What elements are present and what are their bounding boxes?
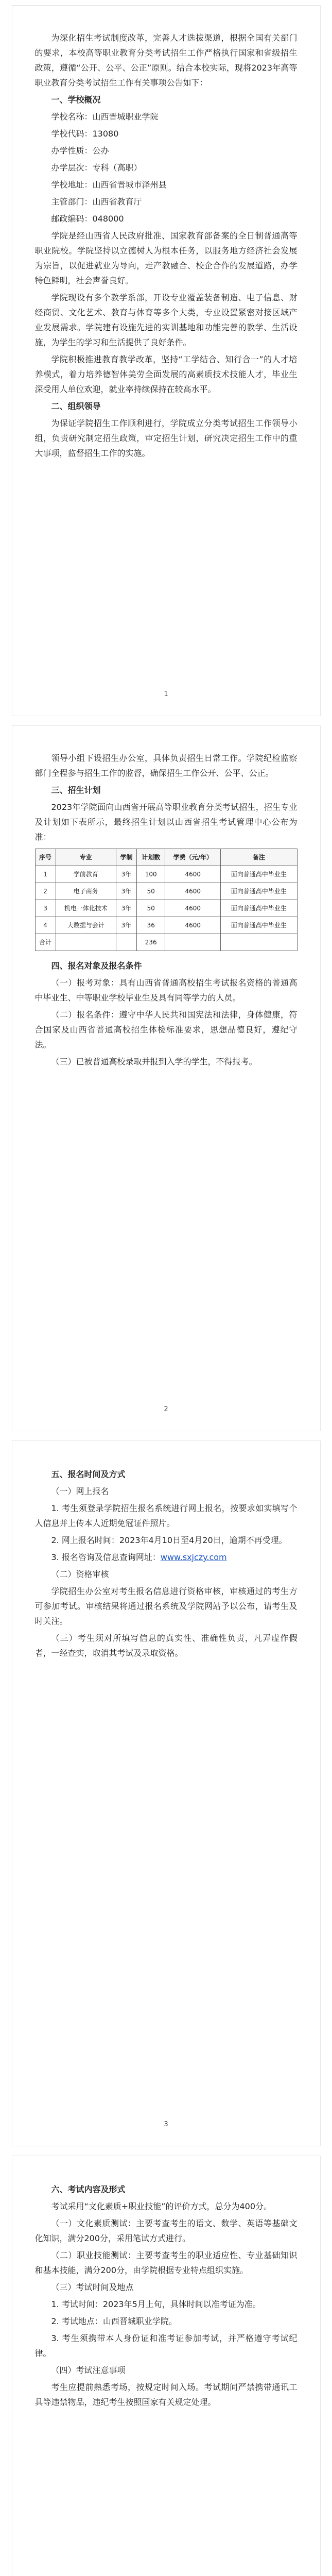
document-page-2	[12, 725, 321, 1431]
body-paragraph: （一）网上报名	[51, 1486, 109, 1496]
table-total-row	[35, 934, 297, 951]
body-paragraph: （三）考试时间及地点	[51, 2282, 134, 2292]
body-paragraph: （一）报考对象：具有山西省普通高校招生考试报名资格的普通高中毕业生、中等职业学校毕业生及具有同等学力的人员。	[34, 978, 298, 1003]
document-page-1	[12, 5, 321, 716]
body-paragraph: 学院现设有多个教学系部，开设专业覆盖装备制造、电子信息、财经商贸、文化艺术、教育与体育等多个大类，专业设置紧密对接区域产业发展需求。学院建有设施先进的实训基地和功能完善的教学、生活设施，为学生的学习和生活提供了良好条件。	[34, 293, 298, 347]
table-header-row	[35, 849, 297, 866]
website-link[interactable]: www.sxjczy.com	[160, 1552, 227, 1562]
table-cell: 236	[136, 934, 165, 951]
table-cell: 36	[136, 917, 165, 934]
table-cell: 4600	[165, 866, 221, 883]
table-cell	[116, 934, 136, 951]
document-page-4	[12, 2156, 321, 2576]
table-cell: 面向普通高中毕业生	[221, 883, 297, 900]
body-paragraph: 1. 考试时间：2023年5月上旬，具体时间以准考证为准。	[51, 2299, 261, 2309]
body-paragraph: （二）报名条件：遵守中华人民共和国宪法和法律，身体健康，符合国家及山西省普通高校招生体检标准要求，思想品德良好，遵纪守法。	[34, 1010, 298, 1049]
page-content	[12, 1441, 320, 1660]
table-cell: 大数据与会计	[56, 917, 116, 934]
document-page-3	[12, 1440, 321, 2146]
table-cell	[165, 934, 221, 951]
section-heading: 三、招生计划	[51, 785, 101, 795]
table-cell: 3年	[116, 883, 136, 900]
page-number: 2	[164, 1405, 168, 1413]
info-item: 学校名称：山西晋城职业学院	[51, 112, 159, 122]
info-item: 主管部门：山西省教育厅	[51, 197, 142, 207]
table-cell: 3年	[116, 917, 136, 934]
table-cell	[221, 934, 297, 951]
table-cell: 3	[35, 900, 56, 917]
page-number: 3	[164, 2121, 168, 2128]
body-paragraph: 考生应提前熟悉考场，按规定时间入场。考试期间严禁携带通讯工具等违禁物品，违纪考生按照国家有关规定处理。	[34, 2382, 298, 2407]
body-paragraph: 为保证学院招生工作顺利进行，学院成立分类考试招生工作领导小组，负责研究制定招生政策，审定招生计划，研究决定招生工作中的重大事项，监督招生工作的实施。	[34, 418, 298, 458]
column-header: 计划数	[136, 849, 165, 866]
column-header: 学费（元/年）	[165, 849, 221, 866]
section-heading: 一、学校概况	[51, 95, 101, 105]
body-paragraph: 2. 网上报名时间：2023年4月10日至4月20日，逾期不再受理。	[51, 1535, 287, 1545]
body-paragraph	[35, 1550, 298, 1565]
enrollment-plan-table	[35, 849, 298, 951]
section-heading: 四、报名对象及报名条件	[51, 961, 142, 971]
link-label: 3. 报名咨询及信息查询网址：	[51, 1552, 161, 1562]
body-paragraph: 3. 考生须携带本人身份证和准考证参加考试，并严格遵守考试纪律。	[34, 2333, 298, 2358]
body-paragraph: 学院招生办公室对考生报名信息进行资格审核，审核通过的考生方可参加考试。审核结果将通过报名系统及学院网站予以公布，请考生及时关注。	[34, 1586, 298, 1626]
table-row	[35, 883, 297, 900]
info-item: 学校地址：山西省晋城市泽州县	[51, 180, 167, 190]
table-cell: 4600	[165, 900, 221, 917]
page-content	[12, 726, 320, 1069]
table-cell: 面向普通高中毕业生	[221, 917, 297, 934]
table-cell	[56, 934, 116, 951]
table-cell: 学前教育	[56, 866, 116, 883]
table-cell: 4	[35, 917, 56, 934]
body-paragraph: （二）资格审核	[51, 1569, 109, 1579]
column-header: 序号	[35, 849, 56, 866]
page-content	[12, 6, 320, 461]
table-row	[35, 866, 297, 883]
info-item: 学校代码：13080	[51, 129, 119, 139]
table-cell: 50	[136, 883, 165, 900]
table-cell: 机电一体化技术	[56, 900, 116, 917]
page-number: 1	[164, 690, 168, 698]
body-paragraph: 1. 考生须登录学院招生报名系统进行网上报名，按要求如实填写个人信息并上传本人近期免冠证件照片。	[34, 1503, 298, 1528]
table-cell: 3年	[116, 866, 136, 883]
table-cell: 3年	[116, 900, 136, 917]
info-item: 办学层次：专科（高职）	[51, 163, 142, 173]
school-info-list	[35, 109, 298, 226]
table-row	[35, 900, 297, 917]
intro-paragraph: 为深化招生考试制度改革，完善人才选拔渠道，根据全国有关部门的要求，本校高等职业教育分类考试招生工作严格执行国家和省级招生政策，遵循“公开、公平、公正”原则。结合本校实际，现将2023年高等职业教育分类考试招生工作有关事项公告如下：	[34, 33, 298, 88]
table-cell: 1	[35, 866, 56, 883]
body-paragraph: 2023年学院面向山西省开展高等职业教育分类考试招生，招生专业及计划如下表所示，最终招生计划以山西省招生考试管理中心公布为准：	[34, 802, 298, 842]
body-paragraph: 学院是经山西省人民政府批准、国家教育部备案的全日制普通高等职业院校。学院坚持以立德树人为根本任务，以服务地方经济社会发展为宗旨，以促进就业为导向，走产教融合、校企合作的发展道路，办学特色鲜明，社会声誉良好。	[34, 231, 298, 285]
table-cell: 100	[136, 866, 165, 883]
body-paragraph: 考试采用“文化素质+职业技能”的评价方式，总分为400分。	[51, 2201, 272, 2211]
table-cell: 50	[136, 900, 165, 917]
table-cell: 电子商务	[56, 883, 116, 900]
info-item: 邮政编码：048000	[51, 214, 124, 224]
info-item: 办学性质：公办	[51, 146, 109, 156]
section-heading: 五、报名时间及方式	[51, 1469, 126, 1479]
table-cell: 4600	[165, 917, 221, 934]
body-paragraph: （三）已被普通高校录取并报到入学的学生，不得报考。	[51, 1057, 257, 1066]
section-heading: 六、考试内容及形式	[51, 2184, 126, 2194]
body-paragraph: 2. 考试地点：山西晋城职业学院。	[51, 2316, 177, 2326]
body-paragraph: （一）文化素质测试：主要考查考生的语文、数学、英语等基础文化知识，满分200分，采用笔试方式进行。	[34, 2218, 298, 2243]
body-paragraph: 领导小组下设招生办公室，具体负责招生日常工作。学院纪检监察部门全程参与招生工作的监督，确保招生工作公开、公平、公正。	[34, 753, 298, 778]
body-paragraph: （二）职业技能测试：主要考查考生的职业适应性、专业基础知识和基本技能，满分200分，由学院根据专业特点组织实施。	[34, 2250, 298, 2275]
table-cell: 面向普通高中毕业生	[221, 900, 297, 917]
column-header: 专业	[56, 849, 116, 866]
table-cell: 4600	[165, 883, 221, 900]
body-paragraph: 学院积极推进教育教学改革，坚持“工学结合、知行合一”的人才培养模式，着力培养德智体美劳全面发展的高素质技术技能人才，毕业生深受用人单位欢迎，就业率持续保持在较高水平。	[34, 354, 298, 394]
body-paragraph: （三）考生须对所填写信息的真实性、准确性负责，凡弄虚作假者，一经查实，取消其考试及录取资格。	[34, 1633, 298, 1658]
section-heading: 二、组织领导	[51, 401, 101, 411]
table-cell: 面向普通高中毕业生	[221, 866, 297, 883]
table-cell: 合计	[35, 934, 56, 951]
table-cell: 2	[35, 883, 56, 900]
table-row	[35, 917, 297, 934]
column-header: 学制	[116, 849, 136, 866]
column-header: 备注	[221, 849, 297, 866]
body-paragraph: （四）考试注意事项	[51, 2365, 126, 2375]
page-content	[12, 2156, 320, 2410]
